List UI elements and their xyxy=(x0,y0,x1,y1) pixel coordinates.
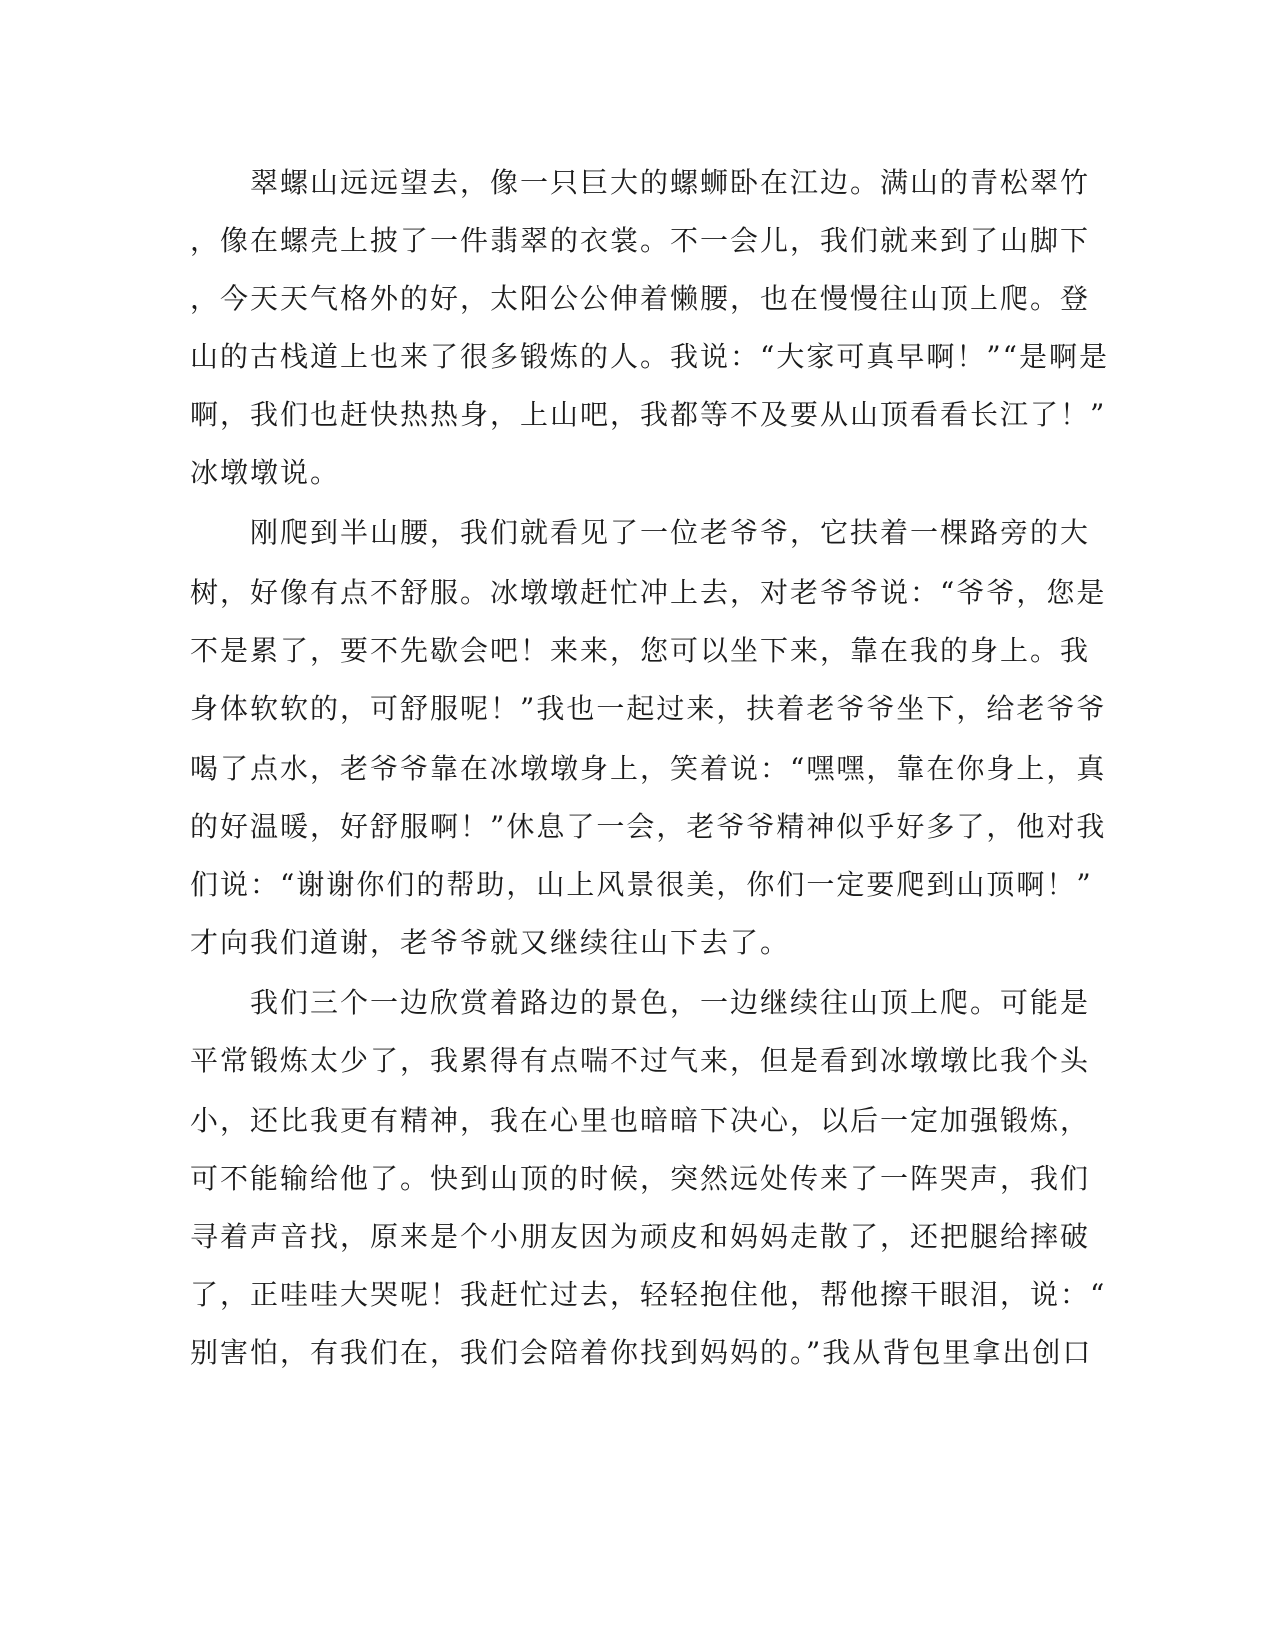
paragraph-2-line-6: 的好温暖，好舒服啊！”休息了一会，老爷爷精神似乎好多了，他对我 xyxy=(190,810,1107,843)
paragraph-3-line-6: 了，正哇哇大哭呢！我赶忙过去，轻轻抱住他，帮他擦干眼泪，说：“ xyxy=(190,1278,1107,1311)
paragraph-3-line-7: 别害怕，有我们在，我们会陪着你找到妈妈的。”我从背包里拿出创口 xyxy=(190,1336,1093,1369)
paragraph-1-line-5: 啊，我们也赶快热热身，上山吧，我都等不及要从山顶看看长江了！” xyxy=(190,398,1107,431)
paragraph-3-line-2: 平常锻炼太少了，我累得有点喘不过气来，但是看到冰墩墩比我个头 xyxy=(190,1044,1091,1077)
paragraph-2-line-3: 不是累了，要不先歇会吧！来来，您可以坐下来，靠在我的身上。我 xyxy=(190,634,1091,667)
paragraph-2-line-8: 才向我们道谢，老爷爷就又继续往山下去了。 xyxy=(190,926,791,959)
paragraph-3-line-5: 寻着声音找，原来是个小朋友因为顽皮和妈妈走散了，还把腿给摔破 xyxy=(190,1220,1091,1253)
paragraph-2-line-1: 刚爬到半山腰，我们就看见了一位老爷爷，它扶着一棵路旁的大 xyxy=(250,516,1091,549)
paragraph-3-line-4: 可不能输给他了。快到山顶的时候，突然远处传来了一阵哭声，我们 xyxy=(190,1162,1091,1195)
paragraph-1-line-4: 山的古栈道上也来了很多锻炼的人。我说：“大家可真早啊！”“是啊是 xyxy=(190,340,1109,373)
paragraph-2-line-5: 喝了点水，老爷爷靠在冰墩墩身上，笑着说：“嘿嘿，靠在你身上，真 xyxy=(190,752,1107,785)
paragraph-2-line-7: 们说：“谢谢你们的帮助，山上风景很美，你们一定要爬到山顶啊！” xyxy=(190,868,1093,901)
paragraph-3-line-3: 小，还比我更有精神，我在心里也暗暗下决心，以后一定加强锻炼， xyxy=(190,1104,1091,1137)
paragraph-2-line-2: 树，好像有点不舒服。冰墩墩赶忙冲上去，对老爷爷说：“爷爷，您是 xyxy=(190,576,1107,609)
paragraph-1-line-3: ，今天天气格外的好，太阳公公伸着懒腰，也在慢慢往山顶上爬。登 xyxy=(190,282,1091,315)
paragraph-1-line-2: ，像在螺壳上披了一件翡翠的衣裳。不一会儿，我们就来到了山脚下 xyxy=(190,224,1091,257)
paragraph-3-line-1: 我们三个一边欣赏着路边的景色，一边继续往山顶上爬。可能是 xyxy=(250,986,1091,1019)
paragraph-2-line-4: 身体软软的，可舒服呢！”我也一起过来，扶着老爷爷坐下，给老爷爷 xyxy=(190,692,1107,725)
paragraph-1-line-1: 翠螺山远远望去，像一只巨大的螺蛳卧在江边。满山的青松翠竹 xyxy=(250,166,1091,199)
paragraph-1-line-6: 冰墩墩说。 xyxy=(190,456,341,489)
